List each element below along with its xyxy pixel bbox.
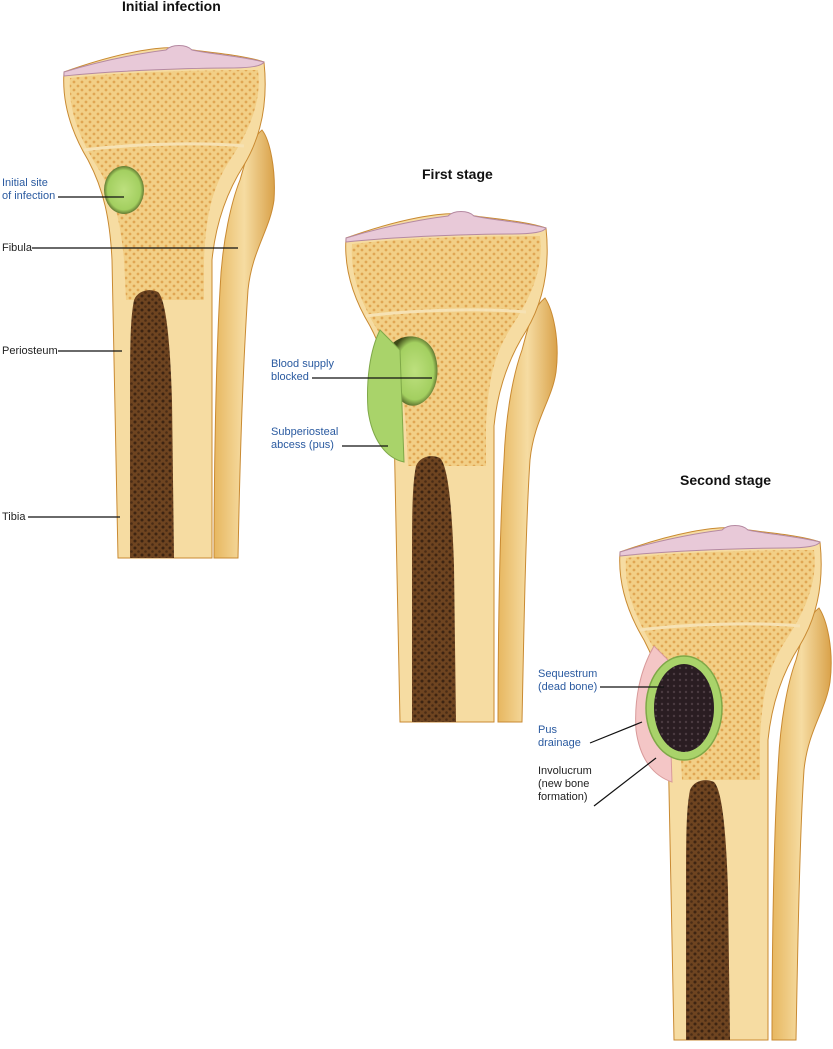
title-second-stage: Second stage: [680, 472, 772, 488]
label-pus-drainage: Pus drainage: [538, 724, 581, 749]
label-subperiosteal-abscess: Subperiosteal abcess (pus): [271, 426, 339, 451]
marrow-cavity: [686, 780, 730, 1040]
label-sequestrum: Sequestrum (dead bone): [538, 668, 598, 693]
label-tibia: Tibia: [2, 511, 26, 523]
infection-site: [104, 166, 144, 214]
panel-second-stage: [620, 526, 831, 1041]
panel-first-stage: [346, 212, 557, 723]
title-initial-infection: Initial infection: [122, 0, 221, 14]
sequestrum: [654, 664, 714, 752]
label-periosteum: Periosteum: [2, 345, 58, 357]
marrow-cavity: [412, 456, 456, 722]
label-blood-supply: Blood supply blocked: [271, 358, 334, 383]
label-fibula: Fibula: [2, 242, 32, 254]
panel-initial-infection: [64, 46, 275, 559]
marrow-cavity: [130, 290, 174, 558]
label-initial-site: Initial site of infection: [2, 177, 56, 202]
label-involucrum: Involucrum (new bone formation): [538, 765, 592, 803]
subperiosteal-abscess: [368, 330, 405, 462]
title-first-stage: First stage: [422, 166, 493, 182]
